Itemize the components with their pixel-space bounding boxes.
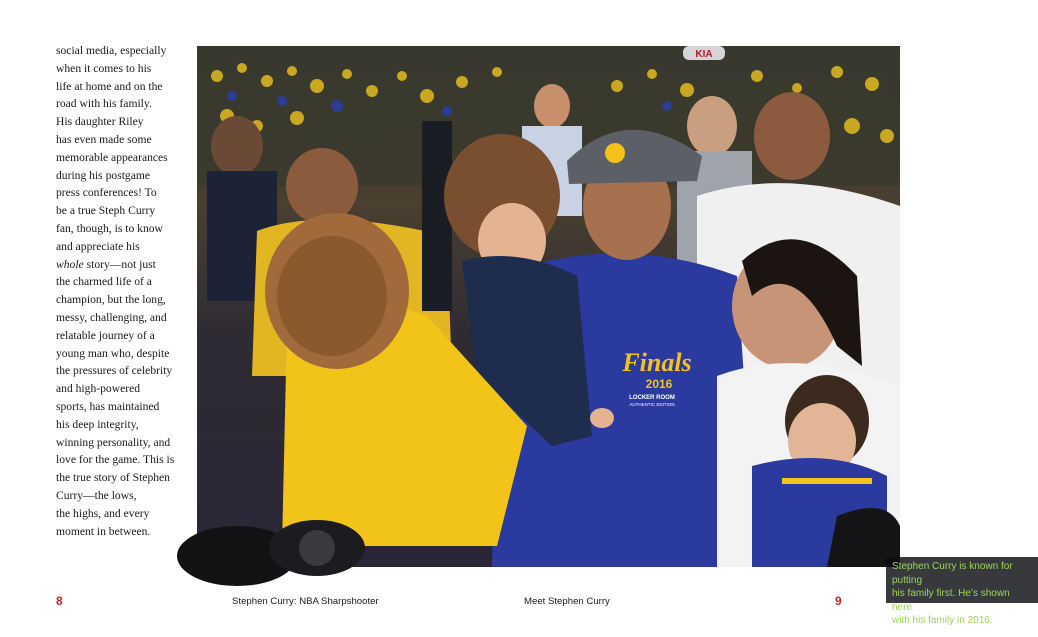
left-page-number: 8: [56, 594, 63, 608]
text-line: moment in between.: [56, 524, 151, 538]
text-line: the pressures of celebrity: [56, 364, 173, 378]
text-line: the highs, and every: [56, 506, 150, 520]
photo-illustration: [197, 46, 900, 567]
caption-line: his family first. He’s shown here: [892, 588, 1010, 613]
shirt-badge-text: LOCKER ROOM: [629, 395, 675, 401]
right-page-number: 9: [835, 594, 842, 608]
text-line: life at home and on the: [56, 79, 163, 93]
text-line: sports, has maintained: [56, 399, 160, 413]
shirt-badge-subtext: AUTHENTIC EDITION: [629, 402, 675, 407]
text-line: messy, challenging, and: [56, 310, 167, 324]
text-line: the charmed life of a: [56, 275, 152, 289]
text-line: social media, especially: [56, 44, 167, 57]
text-line: fan, though, is to know: [56, 221, 163, 235]
text-line: be a true Steph Curry: [56, 204, 156, 218]
caption-line: with his family in 2016.: [892, 615, 993, 627]
shirt-finals-text: Finals: [622, 348, 692, 377]
text-line: the true story of Stephen: [56, 471, 170, 485]
text-line: relatable journey of a: [56, 328, 155, 342]
kia-sign-text: KIA: [695, 49, 713, 60]
text-line: His daughter Riley: [56, 115, 144, 129]
italic-word: whole: [56, 257, 84, 271]
body-text: [56, 42, 174, 540]
text-line: during his postgame: [56, 168, 151, 182]
text-line: road with his family.: [56, 97, 152, 111]
text-line: Curry—the lows,: [56, 488, 137, 502]
shirt-year-text: 2016: [645, 377, 673, 391]
photo-caption: [886, 557, 1038, 627]
text-line: and appreciate his: [56, 239, 140, 253]
text-line: when it comes to his: [56, 61, 152, 75]
caption-line: Stephen Curry is known for putting: [892, 561, 1013, 586]
text-line-with-italic: [56, 256, 174, 274]
text-line: love for the game. This is: [56, 453, 175, 467]
text-line: press conferences! To: [56, 186, 157, 200]
text-line: winning personality, and: [56, 435, 171, 449]
right-running-head: Meet Stephen Curry: [524, 596, 610, 607]
text-line: young man who, despite: [56, 346, 170, 360]
text-line: story—not just: [86, 257, 156, 271]
left-running-head: Stephen Curry: NBA Sharpshooter: [232, 596, 379, 607]
text-line: his deep integrity,: [56, 417, 139, 431]
text-line: has even made some: [56, 132, 152, 146]
text-line: memorable appearances: [56, 150, 168, 164]
text-line: champion, but the long,: [56, 293, 166, 307]
text-line: and high-powered: [56, 382, 141, 396]
